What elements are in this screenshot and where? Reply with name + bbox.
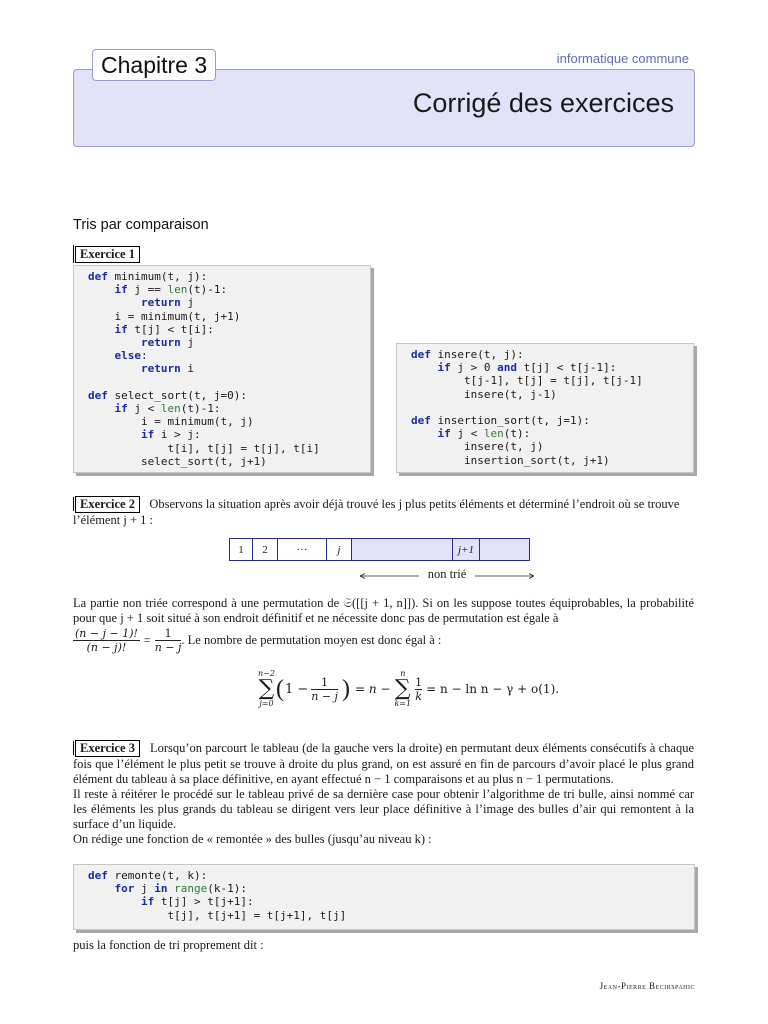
section-title: Tris par comparaison <box>73 217 209 233</box>
exercise-1-code-right-line: insere(t, j-1) <box>411 387 557 401</box>
exercise-3-code-line: for j in range(k-1): <box>114 882 247 896</box>
exercise-1-code-right-line: if j > 0 and t[j] < t[j-1]: <box>437 361 617 375</box>
fraction-1-numerator: (n − j − 1)! <box>75 626 138 640</box>
exercise-1-code-left-line: if t[j] < t[i]: <box>114 322 214 336</box>
exercise-1-code-right-line: insertion_sort(t, j+1) <box>411 453 610 467</box>
exercise-2-paragraph-1: La partie non triée correspond à une permutation de 𝔖([[j + 1, n]]). Si on les suppose toutes équiprobables, la probabilité pour que j + 1 soit situé à son endroit définitif et ne nécessite donc pas de permutation est égale à <box>73 596 694 625</box>
sum-2 <box>394 669 411 709</box>
exercise-1-code-left-line: else: <box>114 349 148 363</box>
exercise-3-code-line: t[j], t[j+1] = t[j+1], t[j] <box>88 908 347 922</box>
sum-term-numerator: 1 <box>321 675 329 689</box>
exercise-2-label-wrap <box>73 497 140 511</box>
sigma-icon: ∑ <box>258 676 275 701</box>
page-title: Corrigé des exercices <box>412 88 674 118</box>
exercise-1-code-right-line: def insere(t, j): <box>411 348 524 361</box>
fraction-2 <box>155 627 182 654</box>
sum-1-lower: j=0 <box>259 699 274 708</box>
fraction-2-numerator: 1 <box>164 626 172 640</box>
exercise-3-paragraph-4: puis la fonction de tri proprement dit : <box>73 938 264 952</box>
exercise-1-code-left-line: if j == len(t)-1: <box>114 283 228 297</box>
exercise-3-paragraph-1: Lorsqu’on parcourt le tableau (de la gauche vers la droite) en permutant deux éléments consécutifs à chaque fois que l’élément le plus petit se trouve à droite du plus grand, on est assuré en fin de parcours d’avoir placé le plus grand élément du tableau à sa place définitive, en ayant effectué n − 1 comparaisons et au plus n − 1 permutations. <box>73 741 695 786</box>
summation-equation: n−2 ∑ j=0 ( 1 − 1 n − j ) = n − n ∑ k=1 1 k = n − ln n − γ + o(1). <box>258 669 560 708</box>
sum-1-upper: n−2 <box>258 669 275 678</box>
exercise-1-code-left-line: i = minimum(t, j+1) <box>88 309 241 323</box>
exercise-3-label: Exercice 3 <box>75 740 140 757</box>
array-cell: j+1 <box>452 538 480 561</box>
exercise-3-code-line: if t[j] > t[j+1]: <box>140 895 254 909</box>
course-label: informatique commune <box>556 51 689 66</box>
sigma-icon: ∑ <box>394 676 411 701</box>
sum-2-term-fraction <box>415 676 422 703</box>
sum-2-upper: n <box>400 669 406 678</box>
exercise-1-code-left <box>74 266 370 468</box>
array-cell <box>351 538 453 561</box>
array-cell <box>479 538 530 561</box>
exercise-1-code-left-line: t[i], t[j] = t[j], t[i] <box>88 441 320 455</box>
exercise-1-code-left-line: def minimum(t, j): <box>88 270 208 283</box>
sum-2-term-numerator: 1 <box>415 675 423 689</box>
exercise-2-paragraph-2: . Le nombre de permutation moyen est donc égal à : <box>181 632 442 647</box>
exercise-1-label-wrap <box>73 245 140 263</box>
exercise-3-code <box>74 865 694 922</box>
sum-2-lower: k=1 <box>394 699 412 708</box>
array-cell: 1 <box>229 538 253 561</box>
sum-result: = n − ln n − γ + o(1). <box>426 682 560 696</box>
exercise-1-code-left-line: return j <box>140 296 194 310</box>
exercise-2-label: Exercice 2 <box>75 496 140 513</box>
fraction-1 <box>73 627 140 654</box>
exercise-1-code-left-line: return i <box>140 362 194 376</box>
exercise-1-code-left-line: select_sort(t, j+1) <box>88 454 267 468</box>
unsorted-label: non trié <box>427 567 467 581</box>
exercise-2-intro: Observons la situation après avoir déjà trouvé les j plus petits éléments et déterminé l’endroit où se trouve l’élément j + 1 : <box>73 497 680 527</box>
exercise-1-code-left-box <box>73 265 371 473</box>
exercise-1-code-right-line: insere(t, j) <box>411 440 544 454</box>
sum-1 <box>258 669 275 709</box>
exercise-1-code-right-line: if j < len(t): <box>437 427 531 441</box>
fraction-2-denominator: n − j <box>154 640 182 654</box>
exercise-1-code-right-line: def insertion_sort(t, j=1): <box>411 414 590 428</box>
exercise-3-code-line: def remonte(t, k): <box>88 869 208 882</box>
array-diagram <box>230 538 530 561</box>
array-cell: j <box>326 538 352 561</box>
exercise-1-code-right <box>397 344 693 467</box>
probability-formula: (n − j − 1)! (n − j)! = 1 n − j . Le nombre de permutation moyen est donc égal à : <box>75 626 442 654</box>
sum-term-fraction <box>311 676 338 703</box>
exercise-1-code-left-line: return j <box>140 336 194 350</box>
exercise-1-code-left-line: if i > j: <box>140 428 201 442</box>
exercise-2-intro-block <box>73 496 694 528</box>
exercise-1-code-left-line: i = minimum(t, j) <box>88 415 254 429</box>
exercise-1-code-right-box <box>396 343 694 473</box>
exercise-1-code-left-line: def select_sort(t, j=0): <box>88 388 247 402</box>
sum-term-denominator: n − j <box>311 689 338 703</box>
array-cell: ··· <box>277 538 327 561</box>
sum-2-term-denominator: k <box>415 689 422 703</box>
exercise-1-code-left-line: if j < len(t)-1: <box>114 402 221 416</box>
chapter-number: Chapitre 3 <box>92 49 216 81</box>
exercise-3-block <box>73 740 694 847</box>
exercise-1-code-right-line: t[j-1], t[j] = t[j], t[j-1] <box>411 374 643 388</box>
exercise-3-label-wrap <box>73 741 140 755</box>
exercise-3-paragraph-2: Il reste à réitérer le procédé sur le tableau privé de sa dernière case pour obtenir l’algorithme de tri bulle, ainsi nommé car les éléments les plus grands du tableau se dirigent vers leur place définitive à l’image des bulles d’air qui remontent à la surface d’un liquide. <box>73 787 694 831</box>
exercise-1-label: Exercice 1 <box>75 246 140 263</box>
exercise-3-paragraph-3: On rédige une fonction de « remontée » des bulles (jusqu’au niveau k) : <box>73 832 432 846</box>
fraction-1-denominator: (n − j)! <box>86 640 127 654</box>
array-cell: 2 <box>252 538 278 561</box>
footer-author: Jean-Pierre Becirspahic <box>599 981 695 991</box>
exercise-3-code-box <box>73 864 695 930</box>
